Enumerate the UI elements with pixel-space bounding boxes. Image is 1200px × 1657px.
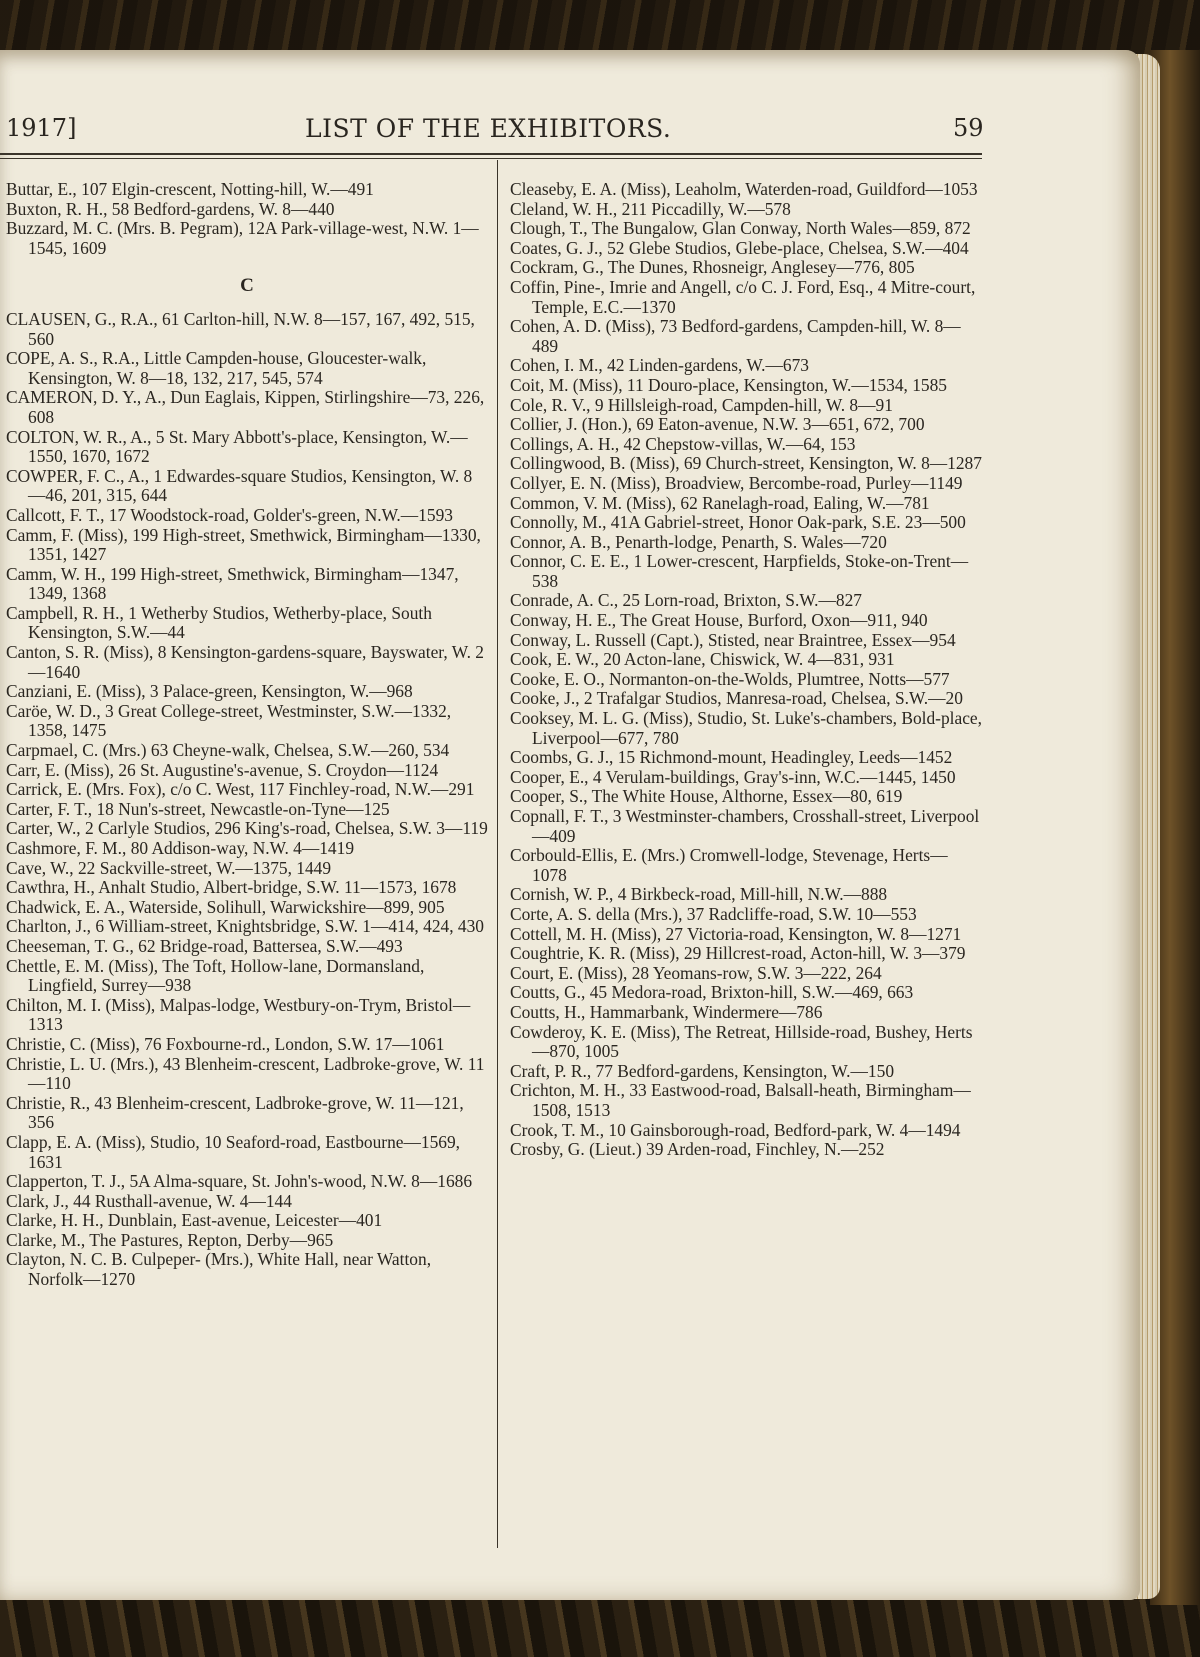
exhibitor-entry: Corbould-Ellis, E. (Mrs.) Cromwell-lodge, Stevenage, Herts—1078	[510, 845, 948, 885]
exhibitor-entry: Conway, H. E., The Great House, Burford, Oxon—911, 940	[510, 610, 928, 631]
exhibitor-entry: Coutts, G., 45 Medora-road, Brixton-hill, S.W.—469, 663	[510, 982, 914, 1003]
header-rule-thick	[0, 153, 982, 155]
exhibitor-entry: Coit, M. (Miss), 11 Douro-place, Kensington, W.—1534, 1585	[510, 374, 947, 395]
exhibitor-entry: Clayton, N. C. B. Culpeper- (Mrs.), White Hall, near Watton, Norfolk—1270	[6, 1249, 432, 1290]
page-number: 59	[953, 114, 984, 142]
exhibitor-entry: Crichton, M. H., 33 Eastwood-road, Balsall-heath, Birmingham—1508, 1513	[510, 1080, 971, 1120]
exhibitor-entry: Cooke, E. O., Normanton-on-the-Wolds, Plumtree, Notts—577	[510, 668, 950, 689]
exhibitor-entry: Chettle, E. M. (Miss), The Toft, Hollow-lane, Dormansland, Lingfield, Surrey—938	[6, 955, 425, 996]
section-letter: C	[240, 275, 254, 297]
exhibitor-entry: Camm, W. H., 199 High-street, Smethwick, Birmingham—1347, 1349, 1368	[6, 563, 459, 604]
exhibitor-entry: Cowderoy, K. E. (Miss), The Retreat, Hillside-road, Bushey, Herts—870, 1005	[510, 1021, 973, 1062]
exhibitor-entry: COPE, A. S., R.A., Little Campden-house, Gloucester-walk, Kensington, W. 8—18, 132, 217, 545, 574	[6, 348, 427, 388]
exhibitor-entry: CLAUSEN, G., R.A., 61 Carlton-hill, N.W. 8—157, 167, 492, 515, 560	[6, 308, 475, 349]
exhibitor-entry: Court, E. (Miss), 28 Yeomans-row, S.W. 3—222, 264	[510, 962, 882, 983]
left-entries-b-section	[6, 180, 488, 258]
exhibitor-entry: Clough, T., The Bungalow, Glan Conway, North Wales—859, 872	[510, 218, 971, 239]
exhibitor-entry: Clapp, E. A. (Miss), Studio, 10 Seaford-road, Eastbourne—1569, 1631	[6, 1131, 461, 1172]
exhibitor-entry: Chilton, M. I. (Miss), Malpas-lodge, Westbury-on-Trym, Bristol—1313	[6, 994, 471, 1035]
exhibitor-entry: Callcott, F. T., 17 Woodstock-road, Golder's-green, N.W.—1593	[6, 504, 453, 525]
exhibitor-entry: Coutts, H., Hammarbank, Windermere—786	[510, 1001, 823, 1022]
exhibitor-entry: Christie, C. (Miss), 76 Foxbourne-rd., London, S.W. 17—1061	[6, 1033, 445, 1054]
exhibitor-entry: Carter, W., 2 Carlyle Studios, 296 King's-road, Chelsea, S.W. 3—119	[6, 818, 488, 839]
exhibitor-entry: Christie, L. U. (Mrs.), 43 Blenheim-crescent, Ladbroke-grove, W. 11—110	[6, 1053, 485, 1094]
exhibitor-entry: Crook, T. M., 10 Gainsborough-road, Bedford-park, W. 4—1494	[510, 1119, 961, 1140]
exhibitor-entry: Cohen, A. D. (Miss), 73 Bedford-gardens, Campden-hill, W. 8—489	[510, 316, 961, 356]
exhibitor-entry: Collingwood, B. (Miss), 69 Church-street, Kensington, W. 8—1287	[510, 453, 982, 474]
exhibitor-entry: Charlton, J., 6 William-street, Knightsbridge, S.W. 1—414, 424, 430	[6, 916, 484, 937]
exhibitor-entry: Corte, A. S. della (Mrs.), 37 Radcliffe-road, S.W. 10—553	[510, 903, 917, 924]
left-column	[6, 180, 488, 1290]
exhibitor-entry: Cockram, G., The Dunes, Rhosneigr, Anglesey—776, 805	[510, 257, 915, 278]
exhibitor-entry: Cottell, M. H. (Miss), 27 Victoria-road, Kensington, W. 8—1271	[510, 923, 962, 944]
exhibitor-entry: Cornish, W. P., 4 Birkbeck-road, Mill-hill, N.W.—888	[510, 884, 888, 905]
exhibitor-entry: Conway, L. Russell (Capt.), Stisted, near Braintree, Essex—954	[510, 629, 956, 650]
exhibitor-entry: Connor, A. B., Penarth-lodge, Penarth, S. Wales—720	[510, 531, 887, 552]
exhibitor-entry: Canziani, E. (Miss), 3 Palace-green, Kensington, W.—968	[6, 681, 413, 702]
exhibitor-entry: Cook, E. W., 20 Acton-lane, Chiswick, W. 4—831, 931	[510, 649, 895, 670]
exhibitor-entry: Collyer, E. N. (Miss), Broadview, Bercombe-road, Purley—1149	[510, 472, 963, 493]
exhibitor-entry: Campbell, R. H., 1 Wetherby Studios, Wetherby-place, South Kensington, S.W.—44	[6, 602, 432, 643]
exhibitor-entry: Carr, E. (Miss), 26 St. Augustine's-avenue, S. Croydon—1124	[6, 759, 439, 780]
exhibitor-entry: Coffin, Pine-, Imrie and Angell, c/o C. J. Ford, Esq., 4 Mitre-court, Temple, E.C.—1370	[510, 276, 976, 317]
exhibitor-entry: COLTON, W. R., A., 5 St. Mary Abbott's-place, Kensington, W.—1550, 1670, 1672	[6, 426, 468, 467]
exhibitor-entry: CAMERON, D. Y., A., Dun Eaglais, Kippen, Stirlingshire—73, 226, 608	[6, 387, 485, 427]
left-entries-c-section	[6, 310, 488, 1290]
exhibitor-entry: Coates, G. J., 52 Glebe Studios, Glebe-place, Chelsea, S.W.—404	[510, 237, 969, 258]
exhibitor-entry: Clark, J., 44 Rusthall-avenue, W. 4—144	[6, 1190, 292, 1211]
book-binding-bottom	[0, 1592, 1200, 1657]
exhibitor-entry: Camm, F. (Miss), 199 High-street, Smethwick, Birmingham—1330, 1351, 1427	[6, 524, 481, 565]
exhibitor-entry: Craft, P. R., 77 Bedford-gardens, Kensington, W.—150	[510, 1060, 895, 1081]
exhibitor-entry: Carpmael, C. (Mrs.) 63 Cheyne-walk, Chelsea, S.W.—260, 534	[6, 740, 450, 761]
exhibitor-entry: Cole, R. V., 9 Hillsleigh-road, Campden-hill, W. 8—91	[510, 394, 893, 415]
exhibitor-entry: Copnall, F. T., 3 Westminster-chambers, Crosshall-street, Liverpool—409	[510, 806, 980, 846]
exhibitor-entry: Chadwick, E. A., Waterside, Solihull, Warwickshire—899, 905	[6, 896, 445, 917]
running-header	[0, 108, 1000, 152]
exhibitor-entry: Coombs, G. J., 15 Richmond-mount, Headingley, Leeds—1452	[510, 747, 953, 768]
exhibitor-entry: Cawthra, H., Anhalt Studio, Albert-bridge, S.W. 11—1573, 1678	[6, 877, 457, 898]
exhibitor-entry: Cleland, W. H., 211 Piccadilly, W.—578	[510, 198, 791, 219]
exhibitor-entry: Christie, R., 43 Blenheim-crescent, Ladbroke-grove, W. 11—121, 356	[6, 1092, 464, 1133]
exhibitor-entry: Cave, W., 22 Sackville-street, W.—1375, 1449	[6, 857, 332, 878]
exhibitor-entry: Cooper, S., The White House, Althorne, Essex—80, 619	[510, 786, 903, 807]
exhibitor-entry: Buzzard, M. C. (Mrs. B. Pegram), 12A Park-village-west, N.W. 1—1545, 1609	[6, 218, 479, 258]
exhibitor-entry: Canton, S. R. (Miss), 8 Kensington-gardens-square, Bayswater, W. 2—1640	[6, 642, 484, 682]
exhibitor-entry: Coughtrie, K. R. (Miss), 29 Hillcrest-road, Acton-hill, W. 3—379	[510, 943, 966, 964]
exhibitor-entry: Collings, A. H., 42 Chepstow-villas, W.—64, 153	[510, 433, 856, 454]
exhibitor-entry: Carrick, E. (Mrs. Fox), c/o C. West, 117 Finchley-road, N.W.—291	[6, 779, 475, 800]
exhibitor-entry: Cooksey, M. L. G. (Miss), Studio, St. Luke's-chambers, Bold-place, Liverpool—677, 780	[510, 708, 982, 748]
header-rule-thin	[0, 158, 982, 159]
exhibitor-entry: Cashmore, F. M., 80 Addison-way, N.W. 4—1419	[6, 838, 355, 858]
exhibitor-entry: Cleaseby, E. A. (Miss), Leaholm, Waterden-road, Guildford—1053	[510, 179, 978, 199]
exhibitor-entry: Buttar, E., 107 Elgin-crescent, Notting-hill, W.—491	[6, 179, 374, 199]
exhibitor-entry: Clapperton, T. J., 5A Alma-square, St. John's-wood, N.W. 8—1686	[6, 1171, 473, 1192]
exhibitor-entry: Connolly, M., 41A Gabriel-street, Honor Oak-park, S.E. 23—500	[510, 512, 966, 533]
exhibitor-entry: Buxton, R. H., 58 Bedford-gardens, W. 8—440	[6, 198, 335, 219]
exhibitor-entry: Connor, C. E. E., 1 Lower-crescent, Harpfields, Stoke-on-Trent—538	[510, 551, 969, 591]
exhibitor-entry: Carter, F. T., 18 Nun's-street, Newcastle-on-Tyne—125	[6, 798, 390, 819]
exhibitor-entry: Cohen, I. M., 42 Linden-gardens, W.—673	[510, 355, 809, 376]
exhibitor-entry: Cheeseman, T. G., 62 Bridge-road, Battersea, S.W.—493	[6, 935, 403, 956]
exhibitor-entry: Caröe, W. D., 3 Great College-street, Westminster, S.W.—1332, 1358, 1475	[6, 700, 452, 741]
right-entries	[510, 180, 982, 1160]
column-divider	[497, 160, 498, 1548]
header-year: 1917]	[6, 114, 77, 142]
exhibitor-entry: COWPER, F. C., A., 1 Edwardes-square Studios, Kensington, W. 8—46, 201, 315, 644	[6, 465, 473, 506]
right-column	[510, 180, 982, 1160]
exhibitor-entry: Cooke, J., 2 Trafalgar Studios, Manresa-road, Chelsea, S.W.—20	[510, 688, 963, 709]
exhibitor-entry: Crosby, G. (Lieut.) 39 Arden-road, Finchley, N.—252	[510, 1139, 885, 1160]
page-title: LIST OF THE EXHIBITORS.	[305, 114, 672, 143]
exhibitor-entry: Clarke, M., The Pastures, Repton, Derby—965	[6, 1229, 334, 1250]
exhibitor-entry: Collier, J. (Hon.), 69 Eaton-avenue, N.W. 3—651, 672, 700	[510, 414, 925, 435]
exhibitor-entry: Common, V. M. (Miss), 62 Ranelagh-road, Ealing, W.—781	[510, 492, 930, 513]
exhibitor-entry: Clarke, H. H., Dunblain, East-avenue, Leicester—401	[6, 1210, 383, 1231]
exhibitor-entry: Cooper, E., 4 Verulam-buildings, Gray's-inn, W.C.—1445, 1450	[510, 766, 956, 787]
exhibitor-entry: Conrade, A. C., 25 Lorn-road, Brixton, S.W.—827	[510, 590, 862, 611]
